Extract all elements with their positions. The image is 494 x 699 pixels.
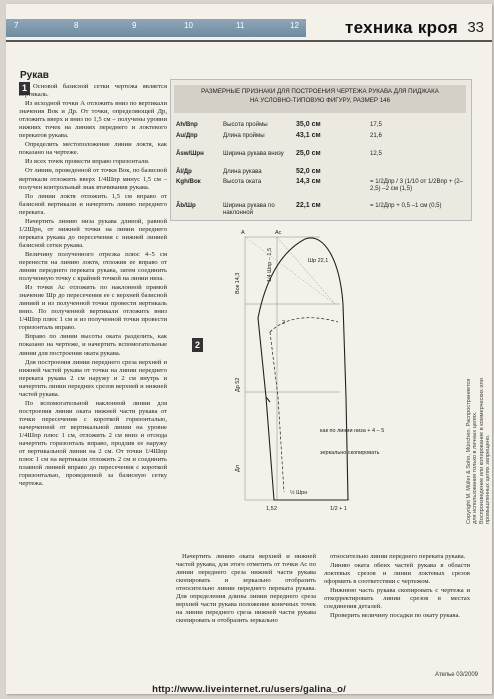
row-note: 12,5 [370,150,382,157]
page-number: 33 [467,19,484,36]
label-loc: Дл [235,465,241,472]
magazine-page [6,4,492,694]
label-dr: Др 52 [235,377,241,392]
row-value: 22,1 см [296,202,321,209]
paragraph: По линии локтя отложить 1,5 см вправо от базисной вертикали и начертить линию переднего переката. [19,192,167,216]
paragraph: Для построения линии переднего среза верхней и нижней частей рукава от точки на линии переднего переката рукава 2 см наружу и 2 см внутрь и начертить линии передних срезов верхней и нижней частей рукава. [19,358,167,398]
label-mirror: зеркально скопировать [320,450,380,456]
copyright-text: Copyright M. Müller & Sohn, München. Распространяется для использования только в личных целях. Воспроизведение или копирование в коммерческих или промышленных целях запрещено. [466,378,492,524]
base-grid [245,237,350,500]
row-name: Ширина рукава по наклонной [223,202,275,216]
label-ac: Ac [275,230,282,236]
label-dim: 1/2 + 1 [330,506,347,512]
label-vok: Вок 14,3 [235,272,241,294]
row-value: 52,0 см [296,168,321,175]
paragraph: Определить местоположение линии локтя, как показано на чертеже. [19,141,167,157]
paragraph: Величину полученного отрезка плюс 4–5 см перенести на линию локтя, отложив ее вправо от линии переднего переката рукава, затем соединить полученную точку с крайней точкой на линии низа. [19,250,167,283]
section-title: техника кроя [345,18,458,37]
row-value: 14,3 см [296,178,321,185]
figure-badge: 2 [192,338,203,352]
source-url[interactable]: http://www.liveinternet.ru/users/galina_o/ [152,684,346,694]
article-heading: Рукав [20,70,49,81]
left-text-column [19,83,167,489]
copyright-notice [426,374,492,524]
paragraph: Вправо по линии высоты оката разделить, как показано на чертеже, и начертить вспомогательные линии для построения оката рукава. [19,333,167,357]
ruler-tick: 11 [236,21,245,30]
label-a: A [241,230,245,236]
ruler-tick: 10 [184,21,193,30]
row-note: = 1/2Дпр / 3 (1/10 от 1/2Впр + (2–2,5) –2 см (1,5) [370,178,463,192]
sleeve-pattern-drawing [170,222,470,542]
ruler-tick: 9 [132,21,137,30]
under-sleeve-outline [270,318,338,492]
row-name: Длина рукава [223,168,262,175]
middle-text-column [176,553,316,626]
table-title-line: НА УСЛОВНО-ТИПОВУЮ ФИГУРУ, РАЗМЕР 146 [249,96,391,104]
row-code: Ãb/Шр [176,202,196,209]
row-value: 25,0 см [296,150,321,157]
ruler-tick: 8 [74,21,79,30]
table-title [174,85,466,113]
paragraph: Основой базисной сетки чертежа является вертикаль. [19,83,167,99]
paragraph: От линии, проведенной от точки Вок, по базисной вертикали отложить вверх 1/4Шпр минус 1,5 см – получен контрольный знак втачивания рукава. [19,167,167,191]
row-note: 17,5 [370,121,382,128]
label-half: ½ Шрн [290,490,308,496]
row-code: Kgh/Вок [176,178,201,185]
paragraph: Из всех точек провести вправо горизонтали. [25,158,150,166]
ruler-tick: 7 [14,21,19,30]
row-note: 21,6 [370,132,382,139]
row-code: Ah/Bnp [176,121,198,128]
paragraph: По вспомогательной наклонной линии для построения линии оката нижней части рукава от точки пересечения с короткой горизонталью, начерченной от вертикальной линии на уровне 1/4Шпр плюс 1 см, отложить 2 см вниз и отсюда начертить горизонталь вправо, продлив ее наружу от вертикальной линии на 2 см. От точки 1/4Шпр плюс 1 см на вертикали отложить 2 см и соединить плавной линией вправо до пересечения с короткой горизонталью, проведенной за базисную сетку чертежа. [19,399,167,488]
table-title-line: РАЗМЕРНЫЕ ПРИЗНАКИ ДЛЯ ПОСТРОЕНИЯ ЧЕРТЕЖА РУКАВА ДЛЯ ПИДЖАКА [201,88,439,95]
row-name: Высота оката [223,178,262,185]
row-code: Au/Дпр [176,132,198,139]
label-bottom-2: 2 [274,506,278,512]
paragraph: Из исходной точки А отложить вниз по вертикали значения Вок и Др. От точки, определяющей Др, отложить вверх и вниз по 1,5 см – получены уровни нижних точек на линиях переднего и локтевого перекатов рукава. [19,100,167,140]
paragraph: Начертить линию оката верхней и нижней частей рукава, для этого отметить от точки Ас по линии переднего среза нижней части рукава скопировать и зеркально отобразить относительно линии переднего переката рукава. Для определения длины линии переднего среза верхней части рукава положение конечных точек на линии переднего среза нижней части рукава скопировать и отобразить зеркально [176,553,316,625]
label-qpr: 1/4 Шпр – 1,5 [267,247,273,282]
row-name: Высота проймы [223,121,268,128]
paragraph: относительно линии переднего переката рукава. [330,553,466,560]
header-rule [6,40,492,42]
issue-label: Ателье 03/2009 [434,672,478,678]
row-name: Длина проймы [223,132,265,139]
label-two: 2 [282,320,286,326]
step-badge: 1 [19,82,30,95]
paragraph: Линию оката обеих частей рукава в области локтевых срезов и линии локтевых срезов оформить в соответствии с чертежом. [324,562,470,586]
ruler-tick: 12 [290,21,299,30]
right-text-column [324,553,470,621]
paragraph: Нижнюю часть рукава скопировать с чертежа и откорректировать линии срезов в местах соединения деталей. [324,587,470,611]
row-note: = 1/2Дпр + 0,5 –1 см (0,5) [370,202,442,209]
paragraph: Проверить величину посадки по окату рукава. [330,612,461,620]
drawing-labels [235,230,384,512]
row-code: Āl/Др [176,168,192,175]
paragraph: Из точки Ас отложить по наклонной прямой значение Шр до пересечения ее с верхней базисной линией и из полученной точки провести вертикаль вниз. По полученной вертикали отложить вниз 1/4Шпр плюс 1 см и из полученной точки провести горизонталь вправо. [19,284,167,332]
label-elbow: как по линии низа + 4 – 5 [320,428,385,434]
row-code: Āsw/Шрн [176,150,204,157]
ruler-strip [6,19,306,37]
row-value: 43,1 см [296,132,321,139]
row-name: Ширина рукава внизу [223,150,284,157]
paragraph: Начертить линию низа рукава длиной, равной 1/2Шрн, от нижней точки на линии переднего переката рукава до пересечения с нижней линией базисной сетки рукава. [19,217,167,249]
row-value: 35,0 см [296,121,321,128]
label-shr: Шр 22,1 [308,258,329,264]
label-bottom-15: 1,5 [266,506,274,512]
